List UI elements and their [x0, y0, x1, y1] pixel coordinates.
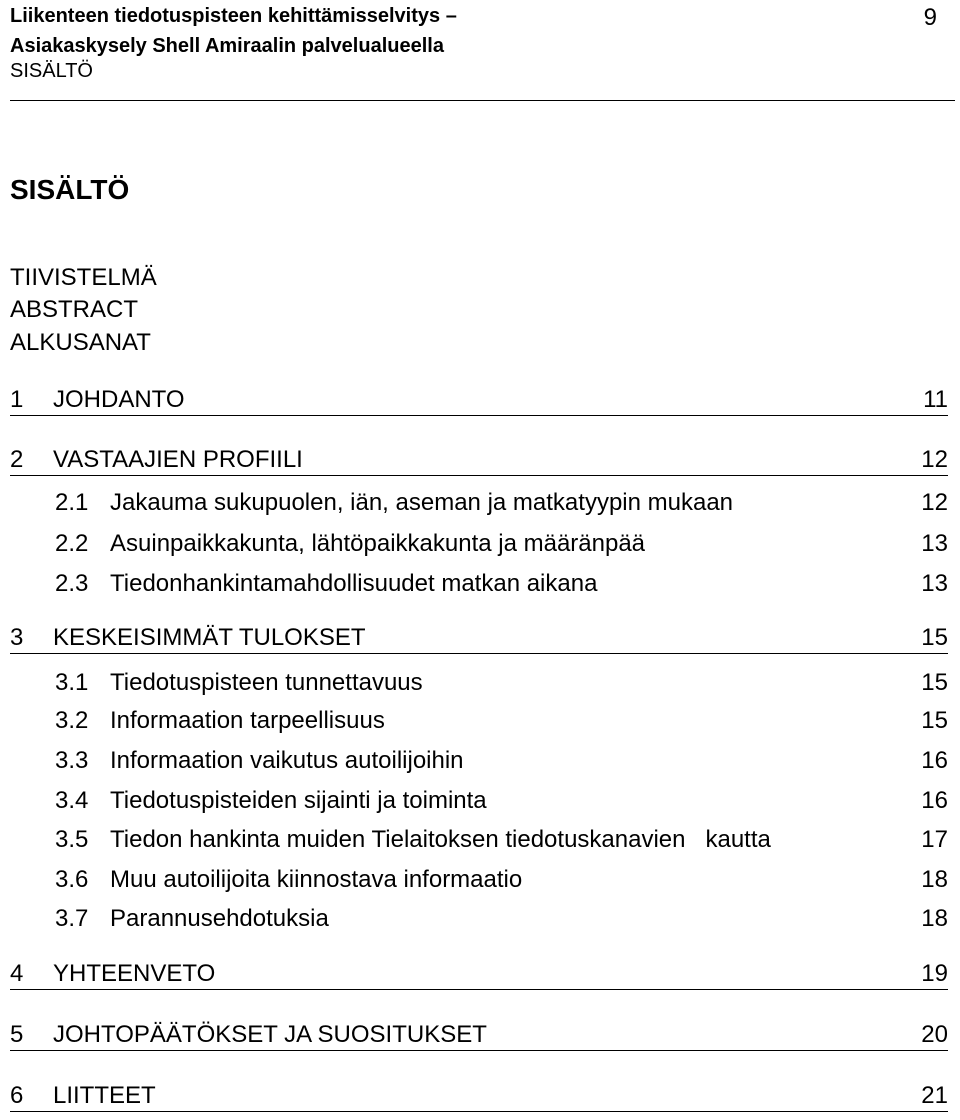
toc-entry-3-7[interactable]	[55, 904, 948, 934]
toc-entry-title: JOHDANTO	[53, 386, 185, 413]
toc-entry-page: 15	[921, 624, 948, 651]
toc-entry-2-2[interactable]	[55, 529, 948, 559]
toc-entry-4[interactable]	[10, 959, 948, 990]
toc-entry-title: Tiedotuspisteiden sijainti ja toiminta	[110, 787, 487, 814]
header-page-number: 9	[923, 4, 937, 31]
toc-entry-title: Tiedonhankintamahdollisuudet matkan aikana	[110, 570, 598, 597]
toc-entry-title: Tiedon hankinta muiden Tielaitoksen tiedotuskanavien kautta	[110, 826, 771, 853]
toc-entry-title: VASTAAJIEN PROFIILI	[53, 446, 303, 473]
toc-entry-title: Informaation tarpeellisuus	[110, 707, 385, 734]
toc-entry-title: YHTEENVETO	[53, 960, 216, 987]
toc-entry-3-2[interactable]	[55, 706, 948, 736]
header-section-name: SISÄLTÖ	[10, 60, 93, 82]
toc-entry-number: 3.1	[55, 669, 89, 696]
toc-entry-page: 18	[921, 866, 948, 893]
toc-entry-title: Informaation vaikutus autoilijoihin	[110, 747, 464, 774]
toc-entry-number: 1	[10, 386, 24, 413]
toc-entry-3-1[interactable]	[55, 668, 948, 698]
toc-entry-page: 21	[921, 1082, 948, 1109]
toc-entry-page: 15	[921, 707, 948, 734]
toc-entry-page: 17	[921, 826, 948, 853]
toc-entry-number: 2.3	[55, 570, 89, 597]
toc-entry-page: 13	[921, 570, 948, 597]
toc-entry-page: 19	[921, 960, 948, 987]
toc-heading: SISÄLTÖ	[10, 174, 130, 205]
toc-entry-3-3[interactable]	[55, 746, 948, 776]
header-title-line-1: Liikenteen tiedotuspisteen kehittämisselvitys –	[10, 5, 457, 27]
toc-entry-3-6[interactable]	[55, 865, 948, 895]
toc-entry-number: 3.6	[55, 866, 89, 893]
toc-entry-1[interactable]	[10, 385, 948, 416]
toc-entry-page: 13	[921, 530, 948, 557]
toc-entry-title: Muu autoilijoita kiinnostava informaatio	[110, 866, 523, 893]
front-matter-abstract: ABSTRACT	[10, 296, 139, 323]
toc-entry-page: 11	[923, 386, 948, 413]
toc-entry-title: Parannusehdotuksia	[110, 905, 329, 932]
toc-entry-2[interactable]	[10, 445, 948, 476]
toc-entry-2-3[interactable]	[55, 569, 948, 599]
toc-entry-6[interactable]	[10, 1081, 948, 1112]
toc-entry-page: 12	[921, 489, 948, 516]
toc-entry-number: 3.4	[55, 787, 89, 814]
toc-entry-number: 3.3	[55, 747, 89, 774]
toc-entry-title: KESKEISIMMÄT TULOKSET	[53, 624, 366, 651]
toc-entry-title: LIITTEET	[53, 1082, 156, 1109]
toc-entry-page: 15	[921, 669, 948, 696]
toc-entry-3-5[interactable]	[55, 825, 948, 855]
header-title-line-2: Asiakaskysely Shell Amiraalin palvelualueella	[10, 35, 444, 57]
toc-entry-title: Asuinpaikkakunta, lähtöpaikkakunta ja määränpää	[110, 530, 646, 557]
toc-entry-number: 3.5	[55, 826, 89, 853]
toc-entry-page: 16	[921, 787, 948, 814]
toc-entry-title: Jakauma sukupuolen, iän, aseman ja matkatyypin mukaan	[110, 489, 734, 516]
toc-entry-3-4[interactable]	[55, 786, 948, 816]
toc-entry-page: 12	[921, 446, 948, 473]
front-matter-alkusanat: ALKUSANAT	[10, 329, 151, 356]
running-header	[10, 2, 955, 101]
toc-entry-title: JOHTOPÄÄTÖKSET JA SUOSITUKSET	[53, 1021, 487, 1048]
toc-entry-3[interactable]	[10, 623, 948, 654]
toc-entry-number: 5	[10, 1021, 24, 1048]
toc-entry-number: 2.1	[55, 489, 89, 516]
toc-entry-number: 6	[10, 1082, 24, 1109]
toc-entry-number: 4	[10, 960, 24, 987]
toc-entry-2-1[interactable]	[55, 488, 948, 518]
toc-entry-number: 2	[10, 446, 24, 473]
front-matter-tiivistelma: TIIVISTELMÄ	[10, 264, 157, 291]
toc-entry-page: 18	[921, 905, 948, 932]
toc-entry-number: 3	[10, 624, 24, 651]
toc-entry-number: 3.7	[55, 905, 89, 932]
toc-entry-page: 20	[921, 1021, 948, 1048]
toc-entry-number: 3.2	[55, 707, 89, 734]
toc-entry-page: 16	[921, 747, 948, 774]
toc-entry-number: 2.2	[55, 530, 89, 557]
toc-entry-title: Tiedotuspisteen tunnettavuus	[110, 669, 423, 696]
toc-entry-5[interactable]	[10, 1020, 948, 1051]
